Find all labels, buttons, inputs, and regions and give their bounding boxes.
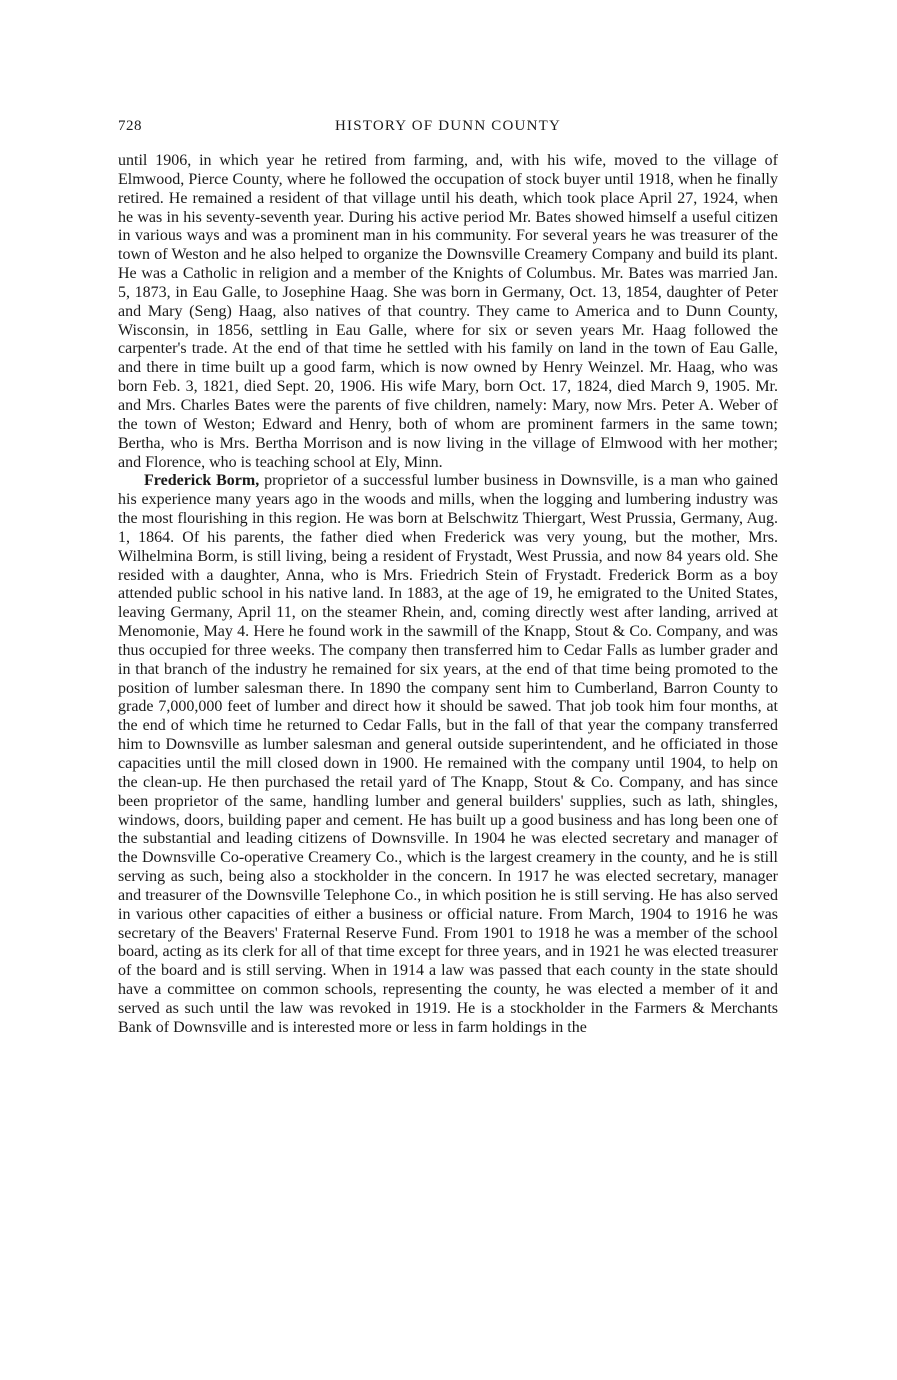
page-number: 728 [118, 118, 142, 134]
paragraph-bates-continued [118, 152, 778, 472]
paragraph-frederick-borm [118, 472, 778, 1037]
body-text [118, 152, 778, 1038]
book-page [118, 118, 778, 1038]
page-header [118, 118, 778, 140]
running-title: HISTORY OF DUNN COUNTY [335, 118, 561, 134]
paragraph-text: proprietor of a successful lumber business in Downsville, is a man who gained his experience many years ago in the woods and mills, when the logging and lumbering industry was the most flourishing in this region. He was born at Belschwitz Thiergart, West Prussia, Germany, Aug. 1, 1864. Of his parents, the father died when Frederick was very young, but the mother, Mrs. Wilhelmina Borm, is still living, being a resident of Frystadt, West Prussia, and now 84 years old. She resided with a daughter, Anna, who is Mrs. Friedrich Stein of Frystadt. Frederick Borm as a boy attended public school in his native land. In 1883, at the age of 19, he emigrated to the United States, leaving Germany, April 11, on the steamer Rhein, and, coming directly west after landing, arrived at Menomonie, May 4. Here he found work in the sawmill of the Knapp, Stout & Co. Company, and was thus occupied for three weeks. The company then transferred him to Cedar Falls as lumber grader and in that branch of the industry he remained for six years, at the end of that time being promoted to the position of lumber salesman there. In 1890 the company sent him to Cumberland, Barron County to grade 7,000,000 feet of lumber and direct how it should be sawed. That job took him four months, at the end of which time he returned to Cedar Falls, but in the fall of that year the company transferred him to Downsville as lumber salesman and general outside superintendent, and he officiated in those capacities until the mill closed down in 1900. He remained with the company until 1904, to help on the clean-up. He then purchased the retail yard of The Knapp, Stout & Co. Company, and has since been proprietor of the same, handling lumber and general builders' supplies, such as lath, shingles, windows, doors, building paper and cement. He has built up a good business and has long been one of the substantial and leading citizens of Downsville. In 1904 he was elected secretary and manager of the Downsville Co-operative Creamery Co., which is the largest creamery in the county, and he is still serving as such, being also a stockholder in the concern. In 1917 he was elected secretary, manager and treasurer of the Downsville Telephone Co., in which position he is still serving. He has also served in various other capacities of either a business or official nature. From March, 1904 to 1916 he was secretary of the Beavers' Fraternal Reserve Fund. From 1901 to 1918 he was a member of the school board, acting as its clerk for all of that time except for three years, and in 1921 he was elected treasurer of the board and is still serving. When in 1914 a law was passed that each county in the state should have a committee on common schools, representing the county, he was elected a member of it and served as such until the law was revoked in 1919. He is a stockholder in the Farmers & Merchants Bank of Downsville and is interested more or less in farm holdings in the [118, 472, 779, 1036]
biography-subject-name: Frederick Borm, [144, 472, 260, 490]
paragraph-text: until 1906, in which year he retired from farming, and, with his wife, moved to the village of Elmwood, Pierce County, where he followed the occupation of stock buyer until 1918, when he finally retired. He remained a resident of that village until his death, which took place April 27, 1924, when he was in his seventy-seventh year. During his active period Mr. Bates showed himself a useful citizen in various ways and was a prominent man in his community. For several years he was treasurer of the town of Weston and he also helped to organize the Downsville Creamery Company and build its plant. He was a Catholic in religion and a member of the Knights of Columbus. Mr. Bates was married Jan. 5, 1873, in Eau Galle, to Josephine Haag. She was born in Germany, Oct. 13, 1854, daughter of Peter and Mary (Seng) Haag, also natives of that country. They came to America and to Dunn County, Wisconsin, in 1856, settling in Eau Galle, where for six or seven years Mr. Haag followed the carpenter's trade. At the end of that time he settled with his family on land in the town of Eau Galle, and there in time built up a good farm, which is now owned by Henry Weinzel. Mr. Haag, who was born Feb. 3, 1821, died Sept. 20, 1906. His wife Mary, born Oct. 17, 1824, died March 9, 1905. Mr. and Mrs. Charles Bates were the parents of five children, namely: Mary, now Mrs. Peter A. Weber of the town of Weston; Edward and Henry, both of whom are prominent farmers in the same town; Bertha, who is Mrs. Bertha Morrison and is now living in the village of Elmwood with her mother; and Florence, who is teaching school at Ely, Minn. [118, 152, 778, 471]
